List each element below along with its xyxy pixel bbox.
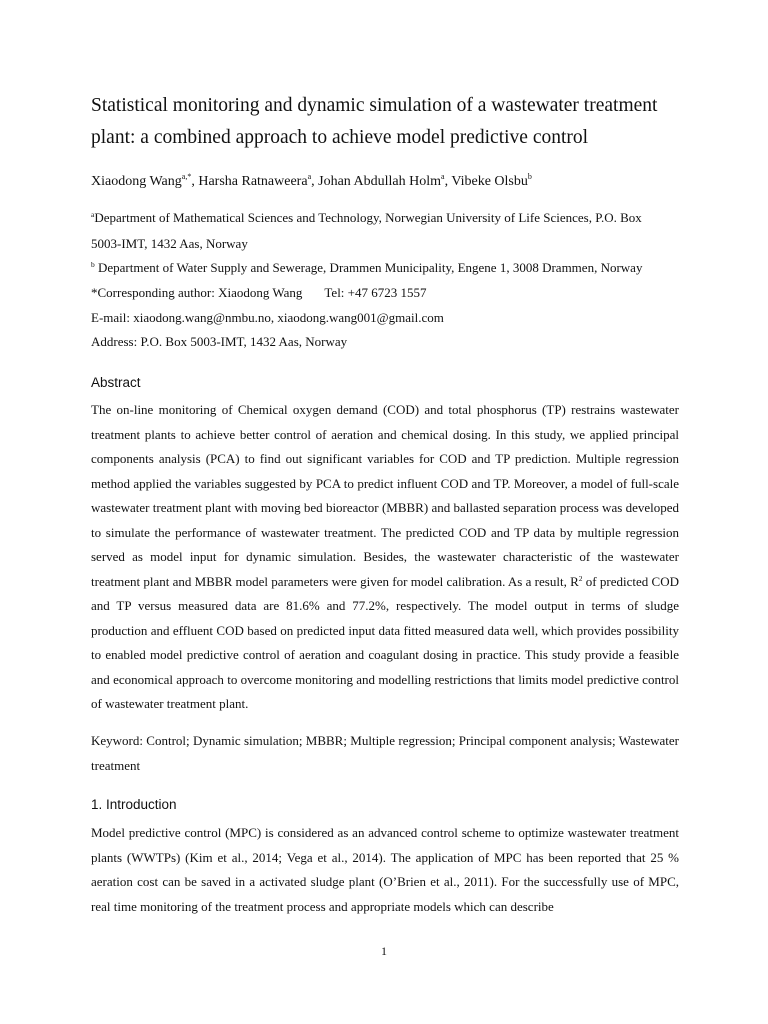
superscript: 2 xyxy=(578,573,583,583)
author-name: Johan Abdullah Holm xyxy=(318,174,442,189)
affiliation-mark: b xyxy=(91,260,95,269)
corresponding-author: *Corresponding author: Xiaodong Wang xyxy=(91,285,303,300)
paper-title: Statistical monitoring and dynamic simulation of a wastewater treatment plant: a combined approach to achieve model predictive control xyxy=(91,95,658,148)
email-line: E-mail: xiaodong.wang@nmbu.no, xiaodong.wang001@gmail.com xyxy=(91,310,444,325)
abstract-text-part: of predicted COD and TP versus measured data are 81.6% and 77.2%, respectively. The model output in terms of sludge production and effluent COD based on predicted input data fitted measured data well, which provides possibility to enabled model predictive control of aeration and coagulant dosing in practice. This study provide a feasible and economical approach to overcome monitoring and modelling restrictions that limits model predictive control of wastewater treatment plant. xyxy=(91,573,679,711)
author-affiliation-mark: a xyxy=(441,172,445,181)
affiliation-mark: a xyxy=(91,210,95,219)
author-separator: , xyxy=(444,174,452,189)
author-list xyxy=(91,172,532,192)
author-name: Xiaodong Wang xyxy=(91,174,182,189)
author-name: Vibeke Olsbu xyxy=(451,174,528,189)
introduction-heading: 1. Introduction xyxy=(91,797,177,812)
corresponding-author-line xyxy=(91,281,427,305)
affiliation-a xyxy=(91,206,642,230)
author-affiliation-mark: a xyxy=(307,172,312,181)
affiliation-text: Department of Water Supply and Sewerage, Drammen Municipality, Engene 1, 3008 Drammen, Norway xyxy=(94,260,643,275)
address-line: Address: P.O. Box 5003-IMT, 1432 Aas, Norway xyxy=(91,334,348,349)
abstract-text-part: The on-line monitoring of Chemical oxygen demand (COD) and total phosphorus (TP) restrains wastewater treatment plants to achieve better control of aeration and chemical dosing. In this study, we applied principal components analysis (PCA) to find out significant variables for COD and TP prediction. Multiple regression method applied the variables suggested by PCA to predict influent COD and TP. Moreover, a model of full-scale wastewater treatment plant with moving bed bioreactor (MBBR) and ballasted separation process was developed to simulate the performance of wastewater treatment. The predicted COD and TP data by multiple regression served as model input for dynamic simulation. Besides, the wastewater characteristic of the wastewater treatment plant and MBBR model parameters were given for model calibration. As a result, R xyxy=(91,402,679,589)
abstract-heading: Abstract xyxy=(91,375,141,390)
affiliation-a-continued: 5003-IMT, 1432 Aas, Norway xyxy=(91,236,248,251)
abstract-text xyxy=(91,398,679,717)
telephone: Tel: +47 6723 1557 xyxy=(324,285,427,300)
introduction-text: Model predictive control (MPC) is considered as an advanced control scheme to optimize wastewater treatment plants (WWTPs) (Kim et al., 2014; Vega et al., 2014). The application of MPC has been reported that 25 % aeration cost can be saved in a activated sludge plant (O’Brien et al., 2011). For the successfully use of MPC, real time monitoring of the treatment process and appropriate models which can describe xyxy=(91,825,679,914)
author-name: Harsha Ratnaweera xyxy=(198,174,308,189)
author-affiliation-mark: b xyxy=(527,172,532,181)
keywords: Keyword: Control; Dynamic simulation; MBBR; Multiple regression; Principal component analysis; Wastewater treatment xyxy=(91,733,679,773)
author-affiliation-mark: a,* xyxy=(181,172,192,181)
affiliation-text: Department of Mathematical Sciences and Technology, Norwegian University of Life Sciences, P.O. Box xyxy=(94,210,642,225)
affiliation-b xyxy=(91,256,642,280)
author-separator: , xyxy=(311,174,319,189)
page-number: 1 xyxy=(381,944,387,958)
author-separator: , xyxy=(191,174,199,189)
